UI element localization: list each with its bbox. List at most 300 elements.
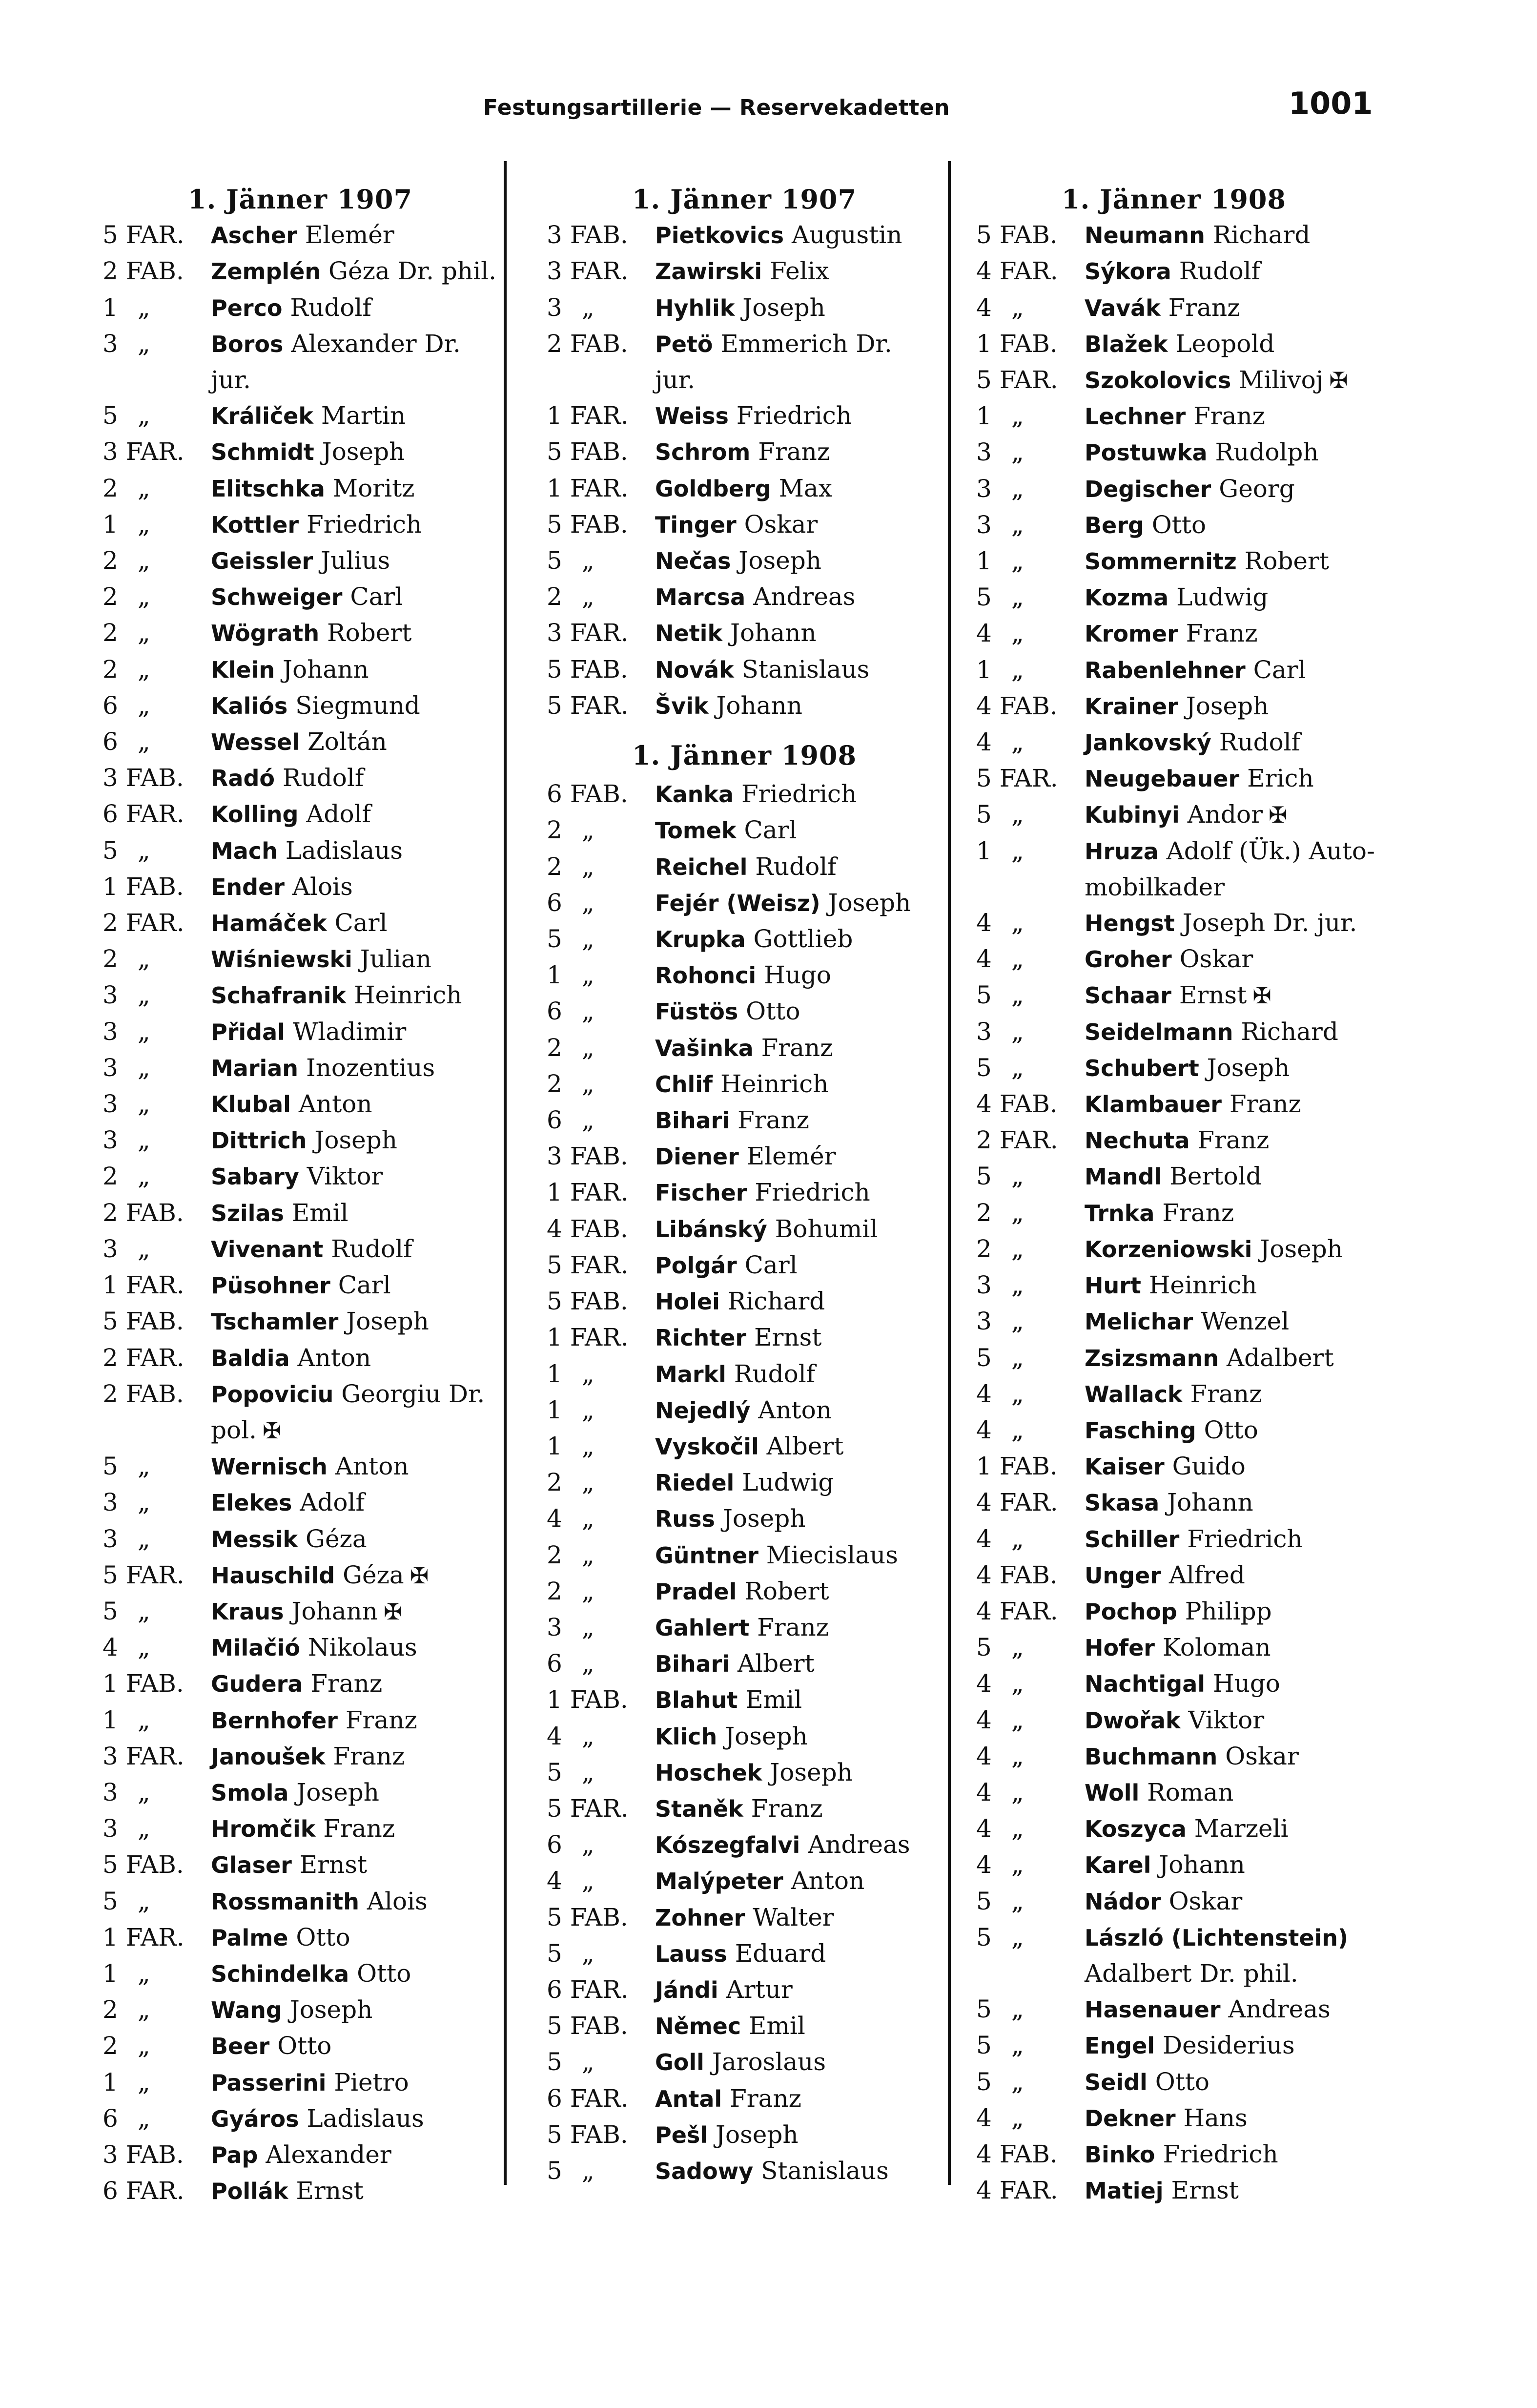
ditto-mark: „	[1011, 2067, 1024, 2096]
surname: Nechuta	[1085, 1127, 1190, 1154]
ditto-mark: „	[1011, 1742, 1024, 1770]
entry-name	[655, 507, 976, 543]
unit-number	[102, 760, 211, 796]
unit-number-text: 5	[976, 2031, 992, 2060]
given-name: Carl	[338, 1271, 391, 1300]
surname: Matiej	[1085, 2178, 1164, 2204]
surname: Diener	[655, 1143, 739, 1170]
surname: Reichel	[655, 853, 748, 880]
unit-number-text: 4	[976, 1850, 992, 1879]
surname: Králiček	[211, 403, 313, 430]
given-name: Carl	[744, 816, 797, 845]
list-item	[547, 1827, 976, 1863]
list-item	[976, 2173, 1406, 2209]
given-name: Oskar	[744, 510, 818, 539]
surname: Novák	[655, 656, 734, 683]
surname: Wang	[211, 1997, 282, 2024]
unit-number	[102, 869, 211, 905]
unit-number	[102, 1594, 211, 1630]
given-name: Alexander	[266, 2140, 391, 2169]
given-name: Bertold	[1169, 1162, 1262, 1191]
surname: Riedel	[655, 1470, 735, 1496]
surname: Hromčik	[211, 1816, 316, 1843]
unit-number	[547, 957, 655, 994]
unit-number	[102, 615, 211, 651]
unit-number-text: 1	[547, 961, 562, 990]
unit-number-text: 2	[102, 945, 118, 974]
entry-name	[655, 1574, 976, 1610]
list-item	[976, 1231, 1406, 1267]
list-item	[547, 1247, 976, 1284]
unit-number	[976, 1376, 1085, 1412]
unit-number	[976, 253, 1085, 290]
ditto-mark: „	[137, 329, 150, 358]
entry-name	[1085, 1304, 1406, 1340]
ditto-mark: „	[137, 2032, 150, 2060]
unit-number	[102, 543, 211, 579]
surname: Wernisch	[211, 1453, 328, 1480]
given-name: Georg	[1219, 474, 1295, 503]
continuation-text: mobilkader	[1085, 872, 1225, 901]
ditto-mark: „	[137, 1814, 150, 1843]
given-name: Albert	[737, 1649, 815, 1678]
given-name: Heinrich	[1148, 1271, 1257, 1300]
entry-name	[655, 1175, 976, 1211]
list-item	[102, 1920, 532, 1956]
entry-name	[211, 1884, 532, 1920]
given-name: Alois	[292, 872, 353, 901]
unit-number	[102, 326, 211, 362]
unit-number	[976, 1304, 1085, 1340]
list-item	[547, 1682, 976, 1718]
surname: Koszyca	[1085, 1816, 1187, 1843]
unit-number-text: 5	[976, 2067, 992, 2096]
surname: Pietkovics	[655, 222, 784, 249]
unit-number-text: 5 FAR.	[547, 691, 629, 720]
given-name: Joseph	[770, 1758, 853, 1786]
unit-number	[102, 2101, 211, 2137]
given-name: Géza Dr. phil.	[328, 257, 496, 286]
unit-number	[976, 688, 1085, 725]
given-name: Hugo	[1212, 1669, 1280, 1698]
list-item	[547, 1320, 976, 1356]
entry-name	[655, 253, 976, 290]
list-item	[547, 398, 976, 434]
unit-number	[976, 1884, 1085, 1920]
entry-name	[655, 812, 976, 849]
surname: Popoviciu	[211, 1381, 334, 1408]
list-item	[102, 1195, 532, 1231]
ditto-mark: „	[1011, 945, 1024, 974]
entry-name	[655, 1066, 976, 1102]
entry-name	[211, 833, 532, 869]
surname: Zohner	[655, 1904, 745, 1931]
unit-number	[547, 615, 655, 651]
list-item	[102, 1014, 532, 1050]
ditto-mark: „	[581, 1577, 594, 1605]
unit-number	[547, 1066, 655, 1102]
unit-number-text: 1	[547, 1432, 562, 1460]
unit-number-text: 2 FAB.	[102, 1198, 184, 1227]
ditto-mark: „	[137, 655, 150, 684]
list-item	[976, 362, 1406, 398]
ditto-mark: „	[581, 546, 594, 575]
list-item	[102, 1449, 532, 1485]
entry-name	[1085, 398, 1406, 435]
given-name: Franz	[1197, 1126, 1270, 1155]
ditto-mark: „	[581, 582, 594, 611]
list-item	[547, 1936, 976, 1972]
entry-name	[1085, 833, 1406, 870]
list-item	[976, 1557, 1406, 1594]
given-name: Andreas	[1228, 1995, 1331, 2024]
unit-number-text: 5 FAB.	[547, 655, 628, 684]
entry-name	[211, 1557, 532, 1594]
entry-name	[211, 688, 532, 724]
unit-number	[102, 1195, 211, 1231]
entry-name	[1085, 507, 1406, 543]
unit-number	[102, 833, 211, 869]
surname: Vyskočil	[655, 1433, 759, 1460]
surname: Perco	[211, 294, 283, 321]
ditto-mark: „	[137, 1633, 150, 1662]
entry-name	[211, 1050, 532, 1086]
given-name: Ernst	[296, 2177, 364, 2205]
unit-number-text: 1 FAB.	[102, 872, 184, 901]
unit-number	[547, 507, 655, 543]
list-item	[976, 1594, 1406, 1630]
unit-number-text: 5	[547, 1758, 562, 1786]
unit-number	[547, 688, 655, 724]
surname: Ascher	[211, 222, 297, 249]
surname: Kubinyi	[1085, 802, 1180, 829]
unit-number	[102, 1521, 211, 1557]
column-2	[547, 182, 976, 2189]
surname: Nachtigal	[1085, 1671, 1206, 1698]
entry-name	[211, 1956, 532, 1992]
ditto-mark: „	[1011, 836, 1024, 865]
surname: Sýkora	[1085, 258, 1171, 285]
section-heading: 1. Jänner 1907	[187, 184, 413, 215]
unit-number-text: 2	[976, 1234, 992, 1263]
given-name: Miecislaus	[766, 1540, 898, 1569]
unit-number-text: 3	[102, 1017, 118, 1046]
given-name: Johann	[283, 655, 369, 684]
unit-number-text: 4	[102, 1633, 118, 1662]
given-name: Franz	[737, 1106, 809, 1135]
surname: Melichar	[1085, 1308, 1193, 1335]
list-item	[976, 326, 1406, 362]
list-item	[102, 1159, 532, 1195]
unit-number-text: 1 FAR.	[547, 474, 629, 502]
unit-number	[102, 1811, 211, 1847]
entry-name	[1085, 1122, 1406, 1159]
list-item	[976, 1666, 1406, 1702]
given-name: Anton	[335, 1452, 409, 1481]
list-item	[547, 253, 976, 290]
given-name: Emmerich Dr.	[720, 329, 892, 358]
unit-number-text: 2	[102, 474, 118, 502]
surname: Staněk	[655, 1795, 743, 1822]
cross-icon: ✠	[263, 1417, 282, 1444]
given-name: Otto	[1155, 2067, 1209, 2096]
surname: Fischer	[655, 1180, 747, 1206]
surname: Schrom	[655, 439, 751, 466]
list-item	[976, 398, 1406, 435]
surname: Kolling	[211, 801, 299, 828]
entry-name	[211, 1666, 532, 1702]
given-name: Julius	[321, 546, 390, 575]
unit-number-text: 2	[102, 2032, 118, 2060]
entry-name	[655, 1320, 976, 1356]
unit-number	[976, 1195, 1085, 1231]
unit-number-text: 2	[547, 1069, 562, 1098]
surname: Richter	[655, 1325, 747, 1351]
surname: Schubert	[1085, 1055, 1199, 1081]
ditto-mark: „	[137, 1126, 150, 1155]
list-item	[976, 1884, 1406, 1920]
unit-number	[976, 543, 1085, 580]
unit-number-text: 2	[547, 816, 562, 845]
unit-number-text: 3 FAR.	[547, 257, 629, 286]
list-item	[547, 1755, 976, 1791]
surname: Woll	[1085, 1779, 1140, 1806]
surname: Neumann	[1085, 222, 1205, 249]
given-name: Friedrich	[755, 1178, 870, 1207]
unit-number	[547, 1320, 655, 1356]
given-name: Marzeli	[1194, 1814, 1289, 1843]
list-item	[102, 941, 532, 977]
surname: Kraus	[211, 1598, 284, 1625]
surname: László (Lichtenstein)	[1085, 1924, 1349, 1951]
entry-name	[1085, 941, 1406, 977]
list-item	[976, 1304, 1406, 1340]
entry-name	[655, 2081, 976, 2117]
given-name: Andreas	[753, 582, 856, 611]
list-item	[102, 869, 532, 905]
unit-number-text: 4 FAR.	[976, 1597, 1058, 1625]
given-name: Rudolf	[1179, 257, 1261, 286]
list-item	[547, 1501, 976, 1537]
list-item	[547, 615, 976, 651]
given-name: Joseph	[1186, 691, 1269, 720]
given-name: Joseph	[715, 2120, 799, 2149]
list-item	[102, 1231, 532, 1267]
unit-number-text: 6	[547, 997, 562, 1026]
unit-number-text: 2	[547, 1033, 562, 1062]
surname: Zemplén	[211, 258, 321, 285]
continuation-text: jur.	[211, 366, 251, 394]
unit-number	[547, 1574, 655, 1610]
entry-name	[211, 1594, 532, 1630]
unit-number	[976, 1485, 1085, 1521]
unit-number-text: 4	[976, 945, 992, 974]
unit-number	[102, 1666, 211, 1702]
list-item	[547, 2081, 976, 2117]
surname: Hruza	[1085, 838, 1159, 865]
entry-name	[655, 398, 976, 434]
given-name: Adolf	[306, 800, 371, 829]
unit-number	[976, 1231, 1085, 1267]
unit-number-text: 3	[976, 1271, 992, 1300]
given-name: Géza	[306, 1524, 367, 1553]
unit-number	[976, 1666, 1085, 1702]
unit-number	[102, 1485, 211, 1521]
unit-number	[547, 1537, 655, 1574]
entry-continuation	[976, 1956, 1406, 1992]
unit-number	[547, 1682, 655, 1718]
given-name: Joseph	[346, 1307, 429, 1336]
unit-number	[547, 1863, 655, 1899]
unit-number-text: 6	[547, 1830, 562, 1859]
unit-number	[976, 905, 1085, 941]
list-item	[976, 941, 1406, 977]
ditto-mark: „	[137, 546, 150, 575]
list-item	[102, 1847, 532, 1883]
list-item	[547, 434, 976, 470]
list-item	[547, 849, 976, 885]
list-item	[102, 507, 532, 543]
surname: Janoušek	[211, 1743, 326, 1770]
list-item	[102, 1594, 532, 1630]
surname: Weiss	[655, 403, 729, 430]
ditto-mark: „	[581, 925, 594, 954]
surname: Szokolovics	[1085, 367, 1231, 394]
given-name: Johann	[1167, 1488, 1253, 1517]
surname: Gahlert	[655, 1614, 750, 1641]
entry-name	[1085, 253, 1406, 290]
surname: Klubal	[211, 1091, 291, 1118]
given-name: Robert	[1244, 547, 1330, 576]
entry-name	[211, 398, 532, 434]
surname: Pradel	[655, 1578, 737, 1605]
unit-number-text: 1	[102, 1705, 118, 1734]
surname: Palme	[211, 1924, 288, 1951]
unit-number	[547, 253, 655, 290]
list-item	[102, 543, 532, 579]
surname: Schafranik	[211, 982, 347, 1009]
entry-name	[655, 1139, 976, 1175]
unit-number	[976, 2064, 1085, 2100]
unit-number	[547, 1755, 655, 1791]
list-item	[976, 1920, 1406, 1956]
cross-icon: ✠	[383, 1598, 403, 1625]
unit-number	[976, 435, 1085, 471]
unit-number	[547, 217, 655, 253]
entry-name	[211, 507, 532, 543]
page-number: 1001	[1289, 85, 1373, 121]
ditto-mark: „	[1011, 1415, 1024, 1444]
unit-number	[547, 1211, 655, 1247]
surname: Binko	[1085, 2141, 1155, 2168]
given-name: Johann	[716, 691, 802, 720]
surname: Gudera	[211, 1671, 303, 1698]
unit-number	[976, 797, 1085, 833]
entry-name	[655, 579, 976, 615]
unit-number-text: 2	[547, 1540, 562, 1569]
entry-name	[655, 1719, 976, 1755]
given-name: Carl	[1253, 655, 1306, 684]
entry-name	[1085, 1231, 1406, 1267]
given-name: Franz	[1162, 1198, 1234, 1227]
ditto-mark: „	[581, 961, 594, 990]
unit-number	[976, 1449, 1085, 1485]
given-name: Alois	[367, 1887, 428, 1915]
unit-number	[102, 1992, 211, 2028]
entry-name	[1085, 1666, 1406, 1702]
list-item	[547, 652, 976, 688]
unit-number-text: 4	[976, 1379, 992, 1408]
list-item	[102, 1992, 532, 2028]
given-name: Richard	[727, 1287, 825, 1316]
surname: Tomek	[655, 817, 737, 844]
given-name: Andor	[1187, 800, 1263, 829]
entry-name	[655, 957, 976, 994]
given-name: Franz	[1168, 293, 1240, 322]
list-item	[547, 1646, 976, 1682]
given-name: Pietro	[334, 2068, 409, 2097]
ditto-mark: „	[1011, 1923, 1024, 1951]
list-item	[547, 1537, 976, 1574]
list-item	[102, 1884, 532, 1920]
surname: Beer	[211, 2033, 270, 2060]
unit-number-text: 5 FAB.	[547, 1903, 628, 1931]
list-item	[976, 1159, 1406, 1195]
unit-number-text: 3	[102, 1234, 118, 1263]
unit-number-text: 6	[102, 727, 118, 756]
unit-number	[102, 796, 211, 832]
ditto-mark: „	[581, 1468, 594, 1497]
entry-name	[655, 1501, 976, 1537]
given-name: Milivoj	[1239, 366, 1324, 394]
ditto-mark: „	[581, 1432, 594, 1460]
ditto-mark: „	[1011, 1705, 1024, 1734]
given-name: Rudolf	[734, 1359, 816, 1388]
given-name: Oskar	[1168, 1887, 1243, 1915]
entry-name	[1085, 725, 1406, 761]
unit-number	[976, 1340, 1085, 1376]
unit-number-text: 2 FAB.	[102, 1379, 184, 1408]
surname: Blahut	[655, 1687, 738, 1714]
surname: Skasa	[1085, 1490, 1160, 1516]
entry-name	[655, 1537, 976, 1574]
column-divider	[504, 161, 507, 2185]
entry-name	[1085, 652, 1406, 688]
list-item	[547, 1791, 976, 1827]
ditto-mark: „	[137, 1995, 150, 2024]
unit-number	[102, 1702, 211, 1739]
surname: Neugebauer	[1085, 766, 1240, 792]
unit-number	[102, 1086, 211, 1122]
entry-name	[211, 579, 532, 615]
unit-number	[976, 2100, 1085, 2137]
column-1	[102, 182, 532, 2209]
unit-number	[976, 362, 1085, 398]
unit-number	[976, 1775, 1085, 1811]
ditto-mark: „	[1011, 1017, 1024, 1046]
list-item	[547, 290, 976, 326]
surname: Klich	[655, 1723, 717, 1750]
ditto-mark: „	[1011, 547, 1024, 576]
surname: Antal	[655, 2085, 722, 2112]
list-item	[547, 1719, 976, 1755]
surname: Buchmann	[1085, 1743, 1218, 1770]
unit-number-text: 2 FAB.	[547, 329, 628, 358]
unit-number	[547, 1429, 655, 1465]
given-name: Adalbert	[1227, 1343, 1334, 1372]
unit-number	[976, 471, 1085, 507]
surname: Engel	[1085, 2033, 1155, 2059]
